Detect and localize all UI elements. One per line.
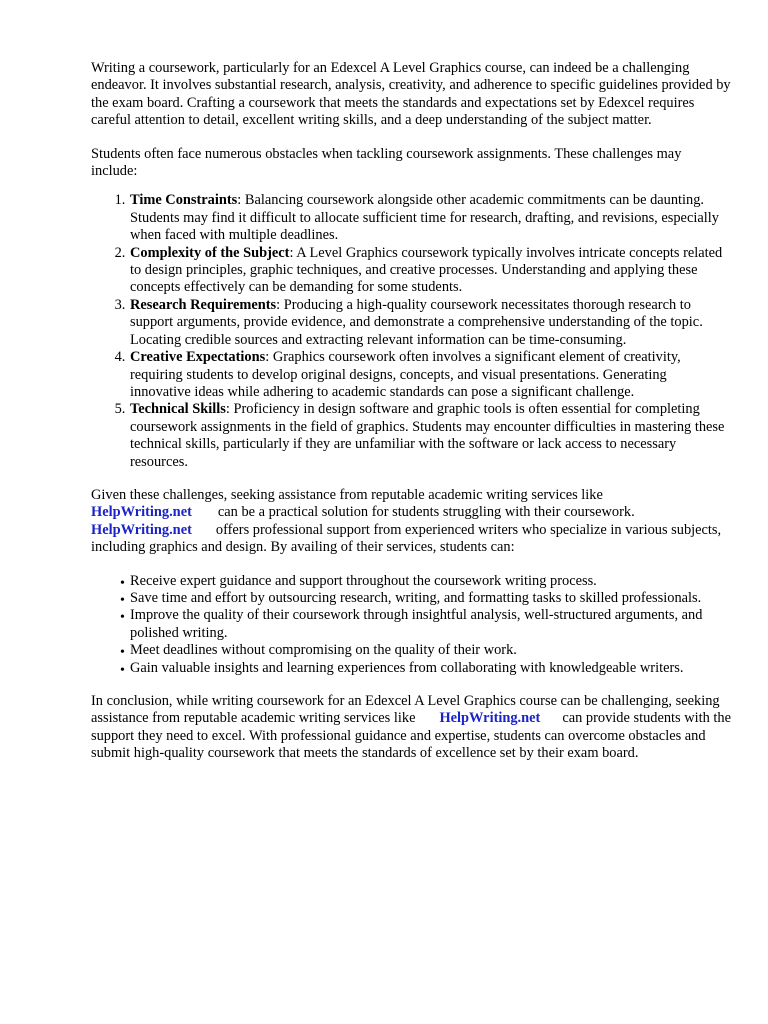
help-text-middle: can be a practical solution for students struggling with their coursework. — [217, 504, 635, 521]
challenge-text: : Graphics coursework often involves a significant element of creativity, requiring students to develop original designs, concepts, and visual presentations. Generating innovative ideas while adhering to academic standards can pose a significant challenge. — [130, 349, 681, 400]
benefit-text: Gain valuable insights and learning experiences from collaborating with knowledgeable writers. — [130, 659, 684, 676]
challenges-list — [91, 192, 731, 471]
document-body — [91, 60, 731, 763]
benefit-text: Save time and effort by outsourcing research, writing, and formatting tasks to skilled professionals. — [130, 589, 702, 606]
challenge-item — [129, 245, 731, 297]
bullet-icon: • — [120, 610, 125, 626]
challenge-title: Creative Expectations — [130, 349, 266, 366]
challenge-text: : Producing a high-quality coursework necessitates thorough research to support arguments, provide evidence, and demonstrate a comprehensive understanding of the topic. Locating credible sources and extracting relevant information can be time-consuming. — [130, 296, 703, 348]
benefit-item — [120, 607, 731, 642]
benefit-item — [120, 590, 731, 607]
bullet-icon: • — [120, 592, 125, 608]
conclusion-text-after: can provide students with the support they need to excel. With professional guidance and expertise, students can overcome obstacles and submit high-quality coursework that meets the standards of excellence set by their exam board. — [91, 710, 731, 762]
bullet-icon: • — [120, 575, 125, 591]
help-text-after: offers professional support from experienced writers who specialize in various subjects, including graphics and design. By availing of their services, students can: — [91, 521, 722, 556]
benefit-text: Meet deadlines without compromising on the quality of their work. — [130, 642, 517, 659]
benefit-text: Improve the quality of their coursework through insightful analysis, well-structured arguments, and polished writing. — [130, 607, 703, 641]
bullet-icon: • — [120, 662, 125, 678]
helpwriting-link[interactable]: HelpWriting.net — [91, 521, 192, 538]
benefits-list — [91, 573, 731, 677]
benefit-item — [120, 642, 731, 659]
conclusion-paragraph — [91, 693, 731, 763]
challenge-title: Technical Skills — [130, 401, 226, 418]
challenge-title: Research Requirements — [130, 296, 277, 313]
helpwriting-link[interactable]: HelpWriting.net — [91, 504, 192, 521]
challenge-item — [129, 349, 731, 401]
helpwriting-link[interactable]: HelpWriting.net — [439, 710, 541, 727]
intro-paragraph: Writing a coursework, particularly for an Edexcel A Level Graphics course, can indeed be a challenging endeavor. It involves substantial research, analysis, creativity, and adherence to specific guidelines provided by the exam board. Crafting a coursework that meets the standards and expectations set by Edexcel requires careful attention to detail, excellent writing skills, and a deep understanding of the subject matter. — [91, 60, 731, 129]
challenge-item — [129, 297, 731, 349]
benefit-item — [120, 573, 731, 590]
challenge-text: : Balancing coursework alongside other academic commitments can be daunting. Students may find it difficult to allocate sufficient time for research, drafting, and revisions, especially when faced with multiple deadlines. — [130, 192, 719, 244]
challenge-text: : A Level Graphics coursework typically involves intricate concepts related to design principles, graphic techniques, and creative processes. Understanding and applying these concepts effectively can be demanding for some students. — [130, 244, 723, 296]
benefit-item — [120, 660, 731, 677]
challenge-title: Complexity of the Subject — [130, 244, 290, 261]
conclusion-text-before: In conclusion, while writing coursework for an Edexcel A Level Graphics course can be challenging, seeking assistance from reputable academic writing services like — [91, 693, 720, 727]
bullet-icon: • — [120, 645, 125, 661]
challenge-item — [129, 401, 731, 471]
challenges-intro: Students often face numerous obstacles when tackling coursework assignments. These challenges may include: — [91, 145, 682, 180]
challenge-item — [129, 192, 731, 244]
help-paragraph — [91, 487, 731, 557]
benefit-text: Receive expert guidance and support throughout the coursework writing process. — [130, 572, 597, 589]
challenge-title: Time Constraints — [130, 192, 238, 209]
challenge-text: : Proficiency in design software and graphic tools is often essential for completing coursework assignments in the field of graphics. Students may encounter difficulties in mastering these technical skills, particularly if they are unfamiliar with the software or lack access to necessary resources. — [130, 401, 725, 470]
help-text-before: Given these challenges, seeking assistance from reputable academic writing services like — [91, 486, 603, 503]
